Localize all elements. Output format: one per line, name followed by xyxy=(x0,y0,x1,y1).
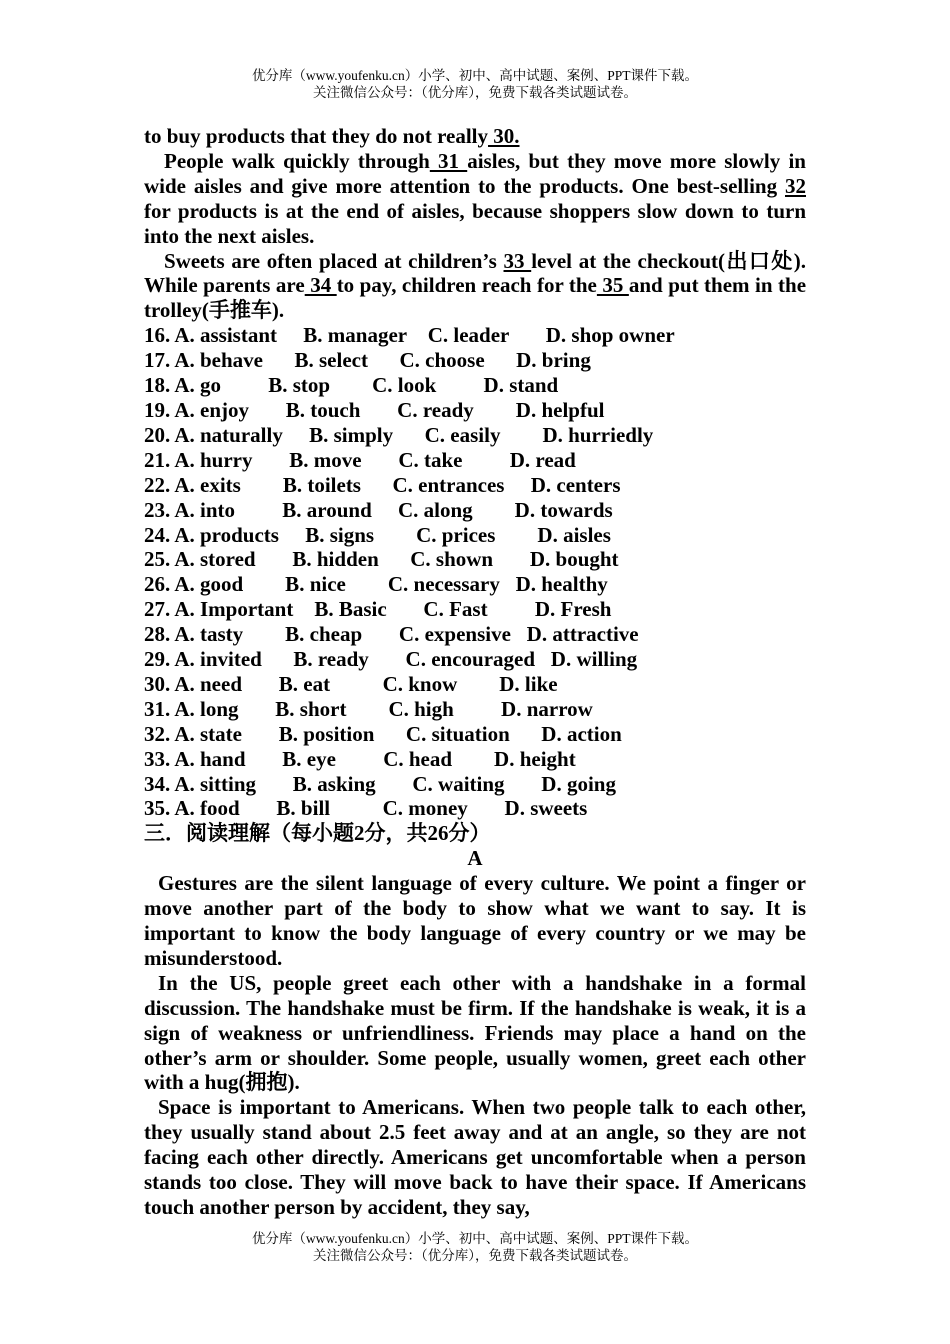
option-row-20: 20. A. naturally B. simply C. easily D. hurriedly xyxy=(144,422,654,447)
section-title: 三．阅读理解（每小题2分，共26分） xyxy=(144,821,491,846)
blank-32: 32 xyxy=(785,173,806,198)
blank-35: 35 xyxy=(596,273,629,298)
option-row-31: 31. A. long B. short C. high D. narrow xyxy=(144,696,593,721)
option-row-27: 27. A. Important B. Basic C. Fast D. Fresh xyxy=(144,597,612,622)
option-row-23: 23. A. into B. around C. along D. towards xyxy=(144,497,613,522)
blank-30: 30. xyxy=(488,124,520,148)
option-row-30: 30. A. need B. eat C. know D. like xyxy=(144,671,558,696)
passage-label: A xyxy=(467,846,483,871)
option-row-33: 33. A. hand B. eye C. head D. height xyxy=(144,746,576,771)
document-body xyxy=(144,124,806,1220)
footer-line-1: 优分库（www.youfenku.cn）小学、初中、高中试题、案例、PPT课件下载。 xyxy=(251,1231,699,1246)
passage-paragraph-3: Space is important to Americans. When two people talk to each other, they usually stand about 2.5 feet away and at an angle, so they are not facing each other directly. Americans get uncomfortable when a person stands too close. They will move back to have their space. If Americans touch another person by accident, they say, xyxy=(144,1095,806,1219)
passage-paragraph-2: In the US, people greet each other with a handshake in a formal discussion. The handshake must be firm. If the handshake is weak, it is a sign of weakness or unfriendliness. Friends may place a hand on the other’s arm or shoulder. Some people, usually women, greet each other with a hug(拥抱). xyxy=(144,970,806,1095)
option-row-18: 18. A. go B. stop C. look D. stand xyxy=(144,373,559,398)
option-row-19: 19. A. enjoy B. touch C. ready D. helpful xyxy=(144,397,605,422)
blank-31: 31 xyxy=(429,148,468,173)
cloze-paragraph-3: Sweets are often placed at children’s 33 level at the checkout(出口处). While parents are 34 to pay, children reach for the 35 and put them in the trolley(手推车). xyxy=(144,248,807,323)
page-header xyxy=(0,67,950,101)
page-footer xyxy=(0,1230,950,1264)
option-row-16: 16. A. assistant B. manager C. leader D. shop owner xyxy=(144,323,675,348)
option-row-35: 35. A. food B. bill C. money D. sweets xyxy=(144,796,588,821)
header-line-1: 优分库（www.youfenku.cn）小学、初中、高中试题、案例、PPT课件下载。 xyxy=(251,68,699,83)
option-row-21: 21. A. hurry B. move C. take D. read xyxy=(144,447,576,472)
blank-33: 33 xyxy=(503,248,532,273)
blank-34: 34 xyxy=(304,273,337,298)
option-row-34: 34. A. sitting B. asking C. waiting D. going xyxy=(144,771,616,796)
cloze-paragraph-2: People walk quickly through 31 aisles, but they move more slowly in wide aisles and give more attention to the products. One best-selling 32 for products is at the end of aisles, because shoppers slow down to turn into the next aisles. xyxy=(144,148,806,248)
footer-line-2: 关注微信公众号：（优分库），免费下载各类试题试卷。 xyxy=(313,1248,637,1263)
passage-paragraph-1: Gestures are the silent language of every culture. We point a finger or move another part of the body to show what we want to say. It is important to know the body language of every country or we may be misunderstood. xyxy=(144,871,806,970)
cloze-paragraph-1: to buy products that they do not really 30. xyxy=(144,124,520,148)
option-row-28: 28. A. tasty B. cheap C. expensive D. attractive xyxy=(144,622,639,647)
option-row-25: 25. A. stored B. hidden C. shown D. bought xyxy=(144,547,619,572)
option-row-29: 29. A. invited B. ready C. encouraged D. willing xyxy=(144,647,638,672)
options-list xyxy=(144,323,806,821)
header-line-2: 关注微信公众号：（优分库），免费下载各类试题试卷。 xyxy=(313,85,637,100)
option-row-24: 24. A. products B. signs C. prices D. aisles xyxy=(144,522,611,547)
option-row-32: 32. A. state B. position C. situation D. action xyxy=(144,721,622,746)
option-row-26: 26. A. good B. nice C. necessary D. healthy xyxy=(144,572,608,597)
option-row-22: 22. A. exits B. toilets C. entrances D. centers xyxy=(144,472,621,497)
option-row-17: 17. A. behave B. select C. choose D. bring xyxy=(144,348,591,373)
